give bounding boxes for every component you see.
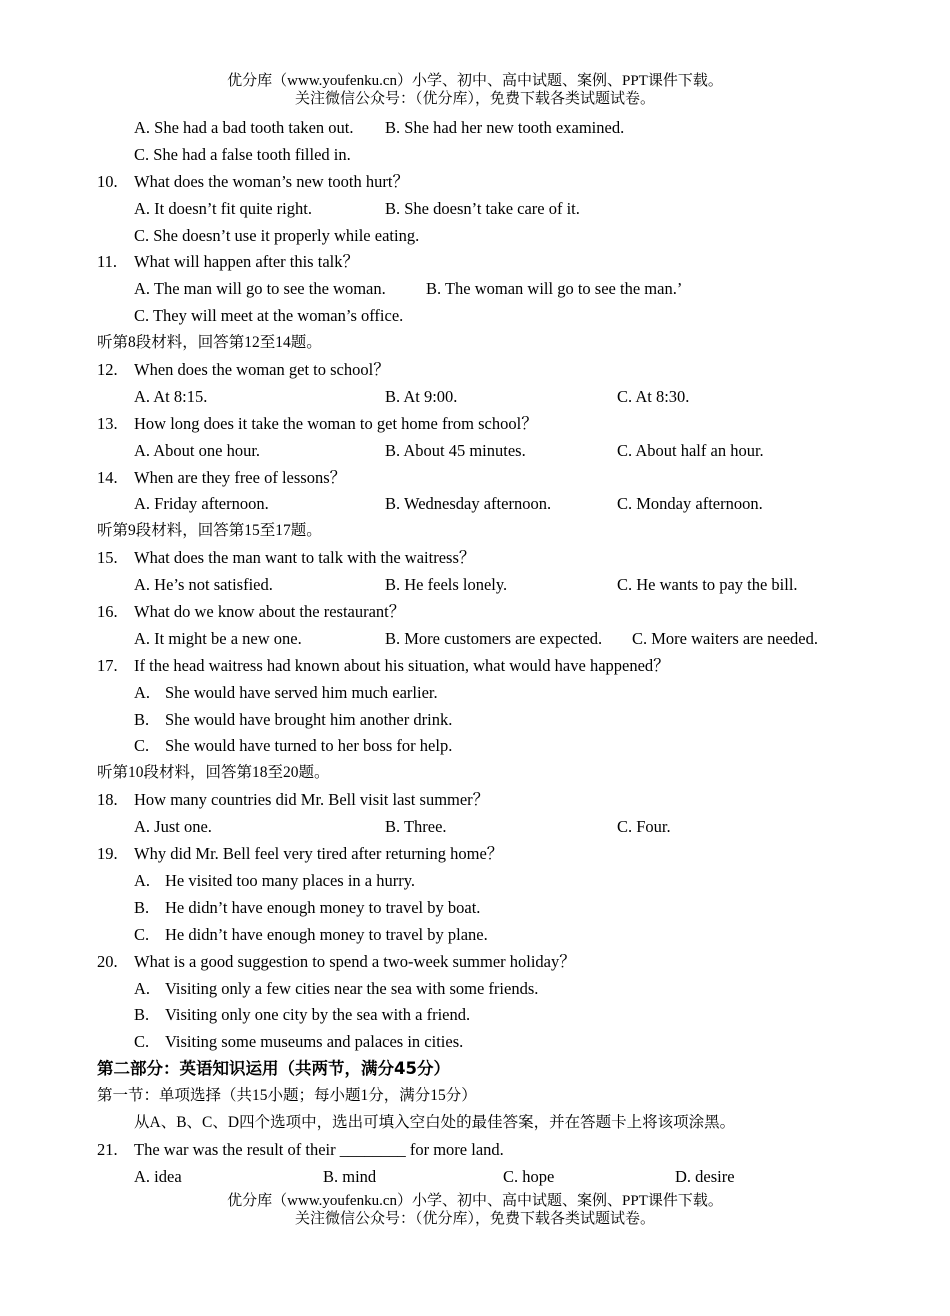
header-line-2: 关注微信公众号：（优分库），免费下载各类试题试卷。 bbox=[294, 91, 655, 107]
q9-option-b: B. She had her new tooth examined. bbox=[385, 118, 625, 137]
option-label: B. bbox=[134, 709, 150, 729]
question-number: 11. bbox=[97, 252, 118, 272]
question-13-options bbox=[97, 438, 857, 465]
question-11-options-row-1 bbox=[97, 276, 857, 303]
q20-option-a bbox=[97, 976, 857, 1003]
q17-option-b bbox=[97, 707, 857, 734]
q19-option-a bbox=[97, 868, 857, 895]
question-number: 19. bbox=[97, 844, 118, 864]
question-text: When are they free of lessons？ bbox=[134, 467, 347, 487]
option-label: B. bbox=[134, 897, 150, 917]
question-16 bbox=[97, 599, 857, 626]
q16-option-b: B. More customers are expected. bbox=[385, 628, 603, 648]
q14-option-c: C. Monday afternoon. bbox=[617, 494, 763, 514]
option-label: A. bbox=[134, 682, 151, 702]
q15-option-a: A. He’s not satisfied. bbox=[134, 575, 273, 595]
q10-option-c: C. She doesn’t use it properly while eating. bbox=[134, 225, 420, 245]
option-text: He didn’t have enough money to travel by boat. bbox=[165, 897, 481, 917]
q18-option-a: A. Just one. bbox=[134, 817, 212, 837]
question-15 bbox=[97, 545, 857, 572]
question-number: 16. bbox=[97, 602, 118, 622]
q13-option-c: C. About half an hour. bbox=[617, 440, 764, 460]
q9-option-a: A. She had a bad tooth taken out. bbox=[134, 118, 354, 137]
question-text: What does the woman’s new tooth hurt？ bbox=[134, 171, 409, 191]
option-text: He visited too many places in a hurry. bbox=[165, 870, 416, 890]
question-12 bbox=[97, 357, 857, 384]
question-number: 13. bbox=[97, 413, 118, 433]
question-18-options bbox=[97, 814, 857, 841]
question-text: How many countries did Mr. Bell visit last summer？ bbox=[134, 790, 490, 810]
question-text: If the head waitress had known about his situation, what would have happened？ bbox=[134, 655, 670, 675]
option-label: A. bbox=[134, 870, 151, 890]
option-label: C. bbox=[134, 924, 150, 944]
q14-option-b: B. Wednesday afternoon. bbox=[385, 494, 552, 514]
q11-option-c: C. They will meet at the woman’s office. bbox=[134, 306, 404, 326]
page-header bbox=[0, 72, 950, 108]
option-text: She would have brought him another drink. bbox=[165, 709, 453, 729]
option-text: Visiting only one city by the sea with a friend. bbox=[165, 1005, 471, 1025]
q13-option-a: A. About one hour. bbox=[134, 440, 261, 460]
q10-option-b: B. She doesn’t take care of it. bbox=[385, 198, 580, 218]
option-label: B. bbox=[134, 1005, 150, 1025]
question-14-options bbox=[97, 491, 857, 518]
question-text-before: The war was the result of their bbox=[134, 1139, 340, 1159]
q16-option-c: C. More waiters are needed. bbox=[632, 628, 819, 648]
q19-option-c bbox=[97, 922, 857, 949]
question-text: How long does it take the woman to get home from school？ bbox=[134, 413, 538, 433]
question-10-options-row-1 bbox=[97, 196, 857, 223]
option-text: She would have served him much earlier. bbox=[165, 682, 438, 702]
q21-option-b: B. mind bbox=[323, 1166, 377, 1186]
q11-option-b: B. The woman will go to see the man.’ bbox=[426, 279, 683, 299]
question-text: Why did Mr. Bell feel very tired after returning home？ bbox=[134, 844, 504, 864]
option-label: A. bbox=[134, 978, 151, 998]
section-8-heading: 听第8段材料，回答第12至14题。 bbox=[97, 334, 322, 352]
question-13 bbox=[97, 411, 857, 438]
q13-option-b: B. About 45 minutes. bbox=[385, 440, 526, 460]
footer-line-1: 优分库（www.youfenku.cn）小学、初中、高中试题、案例、PPT课件下载。 bbox=[227, 1193, 723, 1209]
q17-option-a bbox=[97, 680, 857, 707]
question-number: 12. bbox=[97, 360, 118, 380]
question-text bbox=[134, 1137, 504, 1164]
question-11 bbox=[97, 249, 857, 276]
q12-option-a: A. At 8:15. bbox=[134, 386, 208, 406]
question-19 bbox=[97, 841, 857, 868]
option-label: C. bbox=[134, 736, 150, 756]
question-text: What will happen after this talk？ bbox=[134, 252, 359, 272]
question-number: 15. bbox=[97, 548, 118, 568]
question-10 bbox=[97, 169, 857, 196]
question-10-options-row-2 bbox=[97, 223, 857, 250]
option-text: He didn’t have enough money to travel by plane. bbox=[165, 924, 488, 944]
q21-option-c: C. hope bbox=[503, 1166, 555, 1186]
question-number: 10. bbox=[97, 171, 118, 191]
part-2-instruction: 从A、B、C、D四个选项中，选出可填入空白处的最佳答案，并在答题卡上将该项涂黑。 bbox=[134, 1113, 736, 1131]
question-14 bbox=[97, 465, 857, 492]
question-text-after: for more land. bbox=[405, 1139, 504, 1159]
q12-option-b: B. At 9:00. bbox=[385, 386, 458, 406]
question-9-options-row-1 bbox=[97, 115, 857, 142]
q17-option-c bbox=[97, 733, 857, 760]
option-text: Visiting some museums and palaces in cities. bbox=[165, 1032, 464, 1052]
q14-option-a: A. Friday afternoon. bbox=[134, 494, 269, 514]
exam-content bbox=[97, 115, 857, 1191]
page-footer bbox=[0, 1192, 950, 1228]
option-label: C. bbox=[134, 1032, 150, 1052]
option-text: She would have turned to her boss for help. bbox=[165, 736, 453, 756]
question-17 bbox=[97, 653, 857, 680]
question-text: What do we know about the restaurant？ bbox=[134, 602, 406, 622]
q16-option-a: A. It might be a new one. bbox=[134, 628, 302, 648]
footer-line-2: 关注微信公众号：（优分库），免费下载各类试题试卷。 bbox=[294, 1211, 655, 1227]
question-number: 20. bbox=[97, 951, 118, 971]
part-2-instruction-row bbox=[97, 1110, 857, 1137]
q12-option-c: C. At 8:30. bbox=[617, 386, 690, 406]
question-21-options bbox=[97, 1164, 857, 1191]
question-16-options bbox=[97, 626, 857, 653]
question-11-options-row-2 bbox=[97, 303, 857, 330]
question-text: What is a good suggestion to spend a two-week summer holiday？ bbox=[134, 951, 576, 971]
section-9-heading: 听第9段材料，回答第15至17题。 bbox=[97, 522, 322, 540]
question-number: 14. bbox=[97, 467, 118, 487]
q18-option-c: C. Four. bbox=[617, 817, 671, 837]
q10-option-a: A. It doesn’t fit quite right. bbox=[134, 198, 312, 218]
q9-option-c: C. She had a false tooth filled in. bbox=[134, 144, 351, 164]
question-15-options bbox=[97, 572, 857, 599]
q19-option-b bbox=[97, 895, 857, 922]
question-text: When does the woman get to school？ bbox=[134, 360, 390, 380]
q20-option-b bbox=[97, 1002, 857, 1029]
question-number: 17. bbox=[97, 655, 118, 675]
question-number: 21. bbox=[97, 1139, 118, 1159]
question-9-options-row-2 bbox=[97, 142, 857, 169]
q15-option-b: B. He feels lonely. bbox=[385, 575, 508, 595]
part-2-section-1-heading: 第一节：单项选择（共15小题；每小题1分，满分15分） bbox=[97, 1087, 477, 1105]
header-line-1: 优分库（www.youfenku.cn）小学、初中、高中试题、案例、PPT课件下载。 bbox=[227, 73, 723, 89]
q21-option-d: D. desire bbox=[675, 1166, 735, 1186]
q21-option-a: A. idea bbox=[134, 1166, 182, 1186]
q11-option-a: A. The man will go to see the woman. bbox=[134, 279, 386, 299]
q20-option-c bbox=[97, 1029, 857, 1056]
question-number: 18. bbox=[97, 790, 118, 810]
question-20 bbox=[97, 949, 857, 976]
question-text: What does the man want to talk with the waitress？ bbox=[134, 548, 476, 568]
part-2-title: 第二部分：英语知识运用（共两节，满分45分） bbox=[97, 1059, 450, 1079]
answer-blank: ________ bbox=[339, 1139, 406, 1159]
question-18 bbox=[97, 787, 857, 814]
option-text: Visiting only a few cities near the sea with some friends. bbox=[165, 978, 539, 998]
section-10-heading: 听第10段材料，回答第18至20题。 bbox=[97, 764, 330, 782]
q15-option-c: C. He wants to pay the bill. bbox=[617, 575, 798, 595]
question-21 bbox=[97, 1137, 857, 1164]
q18-option-b: B. Three. bbox=[385, 817, 447, 837]
question-12-options bbox=[97, 384, 857, 411]
